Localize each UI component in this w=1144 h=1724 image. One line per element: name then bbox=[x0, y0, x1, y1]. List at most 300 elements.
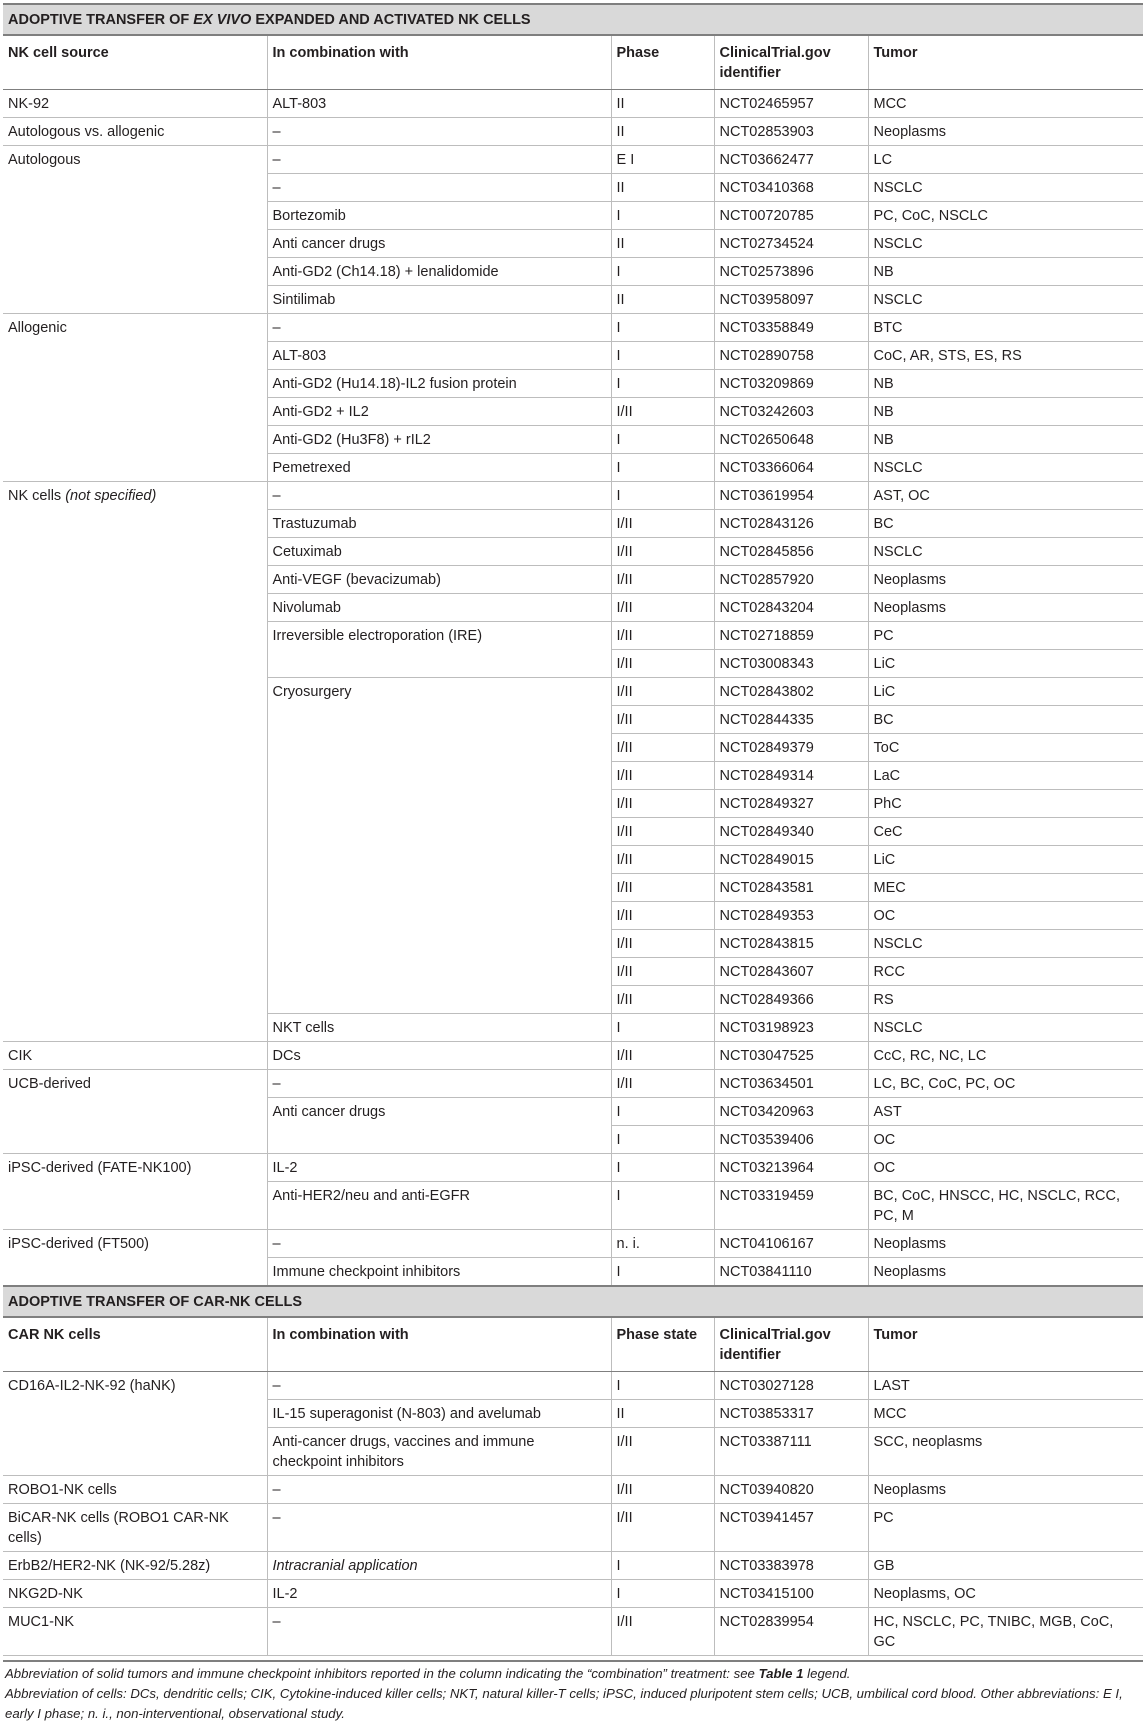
table-row bbox=[3, 1580, 1143, 1608]
cell-text: BTC bbox=[873, 320, 903, 336]
cell-tumor bbox=[868, 370, 1143, 398]
cell-text: I/II bbox=[616, 516, 633, 532]
cell-text: NK-92 bbox=[8, 96, 50, 112]
cell-phase bbox=[611, 1258, 714, 1287]
cell-text: Neoplasms bbox=[873, 572, 947, 588]
cell-phase bbox=[611, 1154, 714, 1182]
cell-text: NCT03366064 bbox=[719, 460, 814, 476]
cell-text: LiC bbox=[873, 684, 896, 700]
cell-combination bbox=[267, 734, 611, 762]
cell-text: NCT03619954 bbox=[719, 488, 814, 504]
cell-source bbox=[3, 426, 267, 454]
cell-text: NSCLC bbox=[873, 292, 923, 308]
column-header-phase-state: Phase state bbox=[611, 1317, 714, 1372]
cell-combination bbox=[267, 902, 611, 930]
cell-source bbox=[3, 370, 267, 398]
cell-identifier bbox=[714, 930, 868, 958]
cell-identifier bbox=[714, 258, 868, 286]
column-header-tumor: Tumor bbox=[868, 35, 1143, 90]
cell-identifier bbox=[714, 510, 868, 538]
cell-identifier bbox=[714, 1608, 868, 1656]
cell-tumor bbox=[868, 930, 1143, 958]
cell-identifier bbox=[714, 426, 868, 454]
header-row bbox=[3, 1317, 1143, 1372]
cell-text: NK cells bbox=[8, 488, 66, 504]
cell-combination bbox=[267, 1014, 611, 1042]
cell-text: Bortezomib bbox=[272, 208, 346, 224]
cell-phase bbox=[611, 1070, 714, 1098]
cell-combination bbox=[267, 314, 611, 342]
cell-combination bbox=[267, 706, 611, 734]
cell-tumor bbox=[868, 454, 1143, 482]
cell-phase bbox=[611, 426, 714, 454]
cell-text: NCT02650648 bbox=[719, 432, 814, 448]
cell-source bbox=[3, 146, 267, 174]
table-row bbox=[3, 678, 1143, 706]
cell-identifier bbox=[714, 902, 868, 930]
cell-tumor bbox=[868, 1372, 1143, 1400]
cell-source bbox=[3, 1230, 267, 1258]
column-header-tumor: Tumor bbox=[868, 1317, 1143, 1372]
cell-identifier bbox=[714, 986, 868, 1014]
cell-text: NCT03242603 bbox=[719, 404, 814, 420]
table-row bbox=[3, 566, 1143, 594]
cell-tumor bbox=[868, 286, 1143, 314]
cell-identifier bbox=[714, 874, 868, 902]
cell-combination bbox=[267, 1042, 611, 1070]
table-row bbox=[3, 230, 1143, 258]
column-header-source: NK cell source bbox=[3, 35, 267, 90]
cell-source bbox=[3, 258, 267, 286]
cell-tumor bbox=[868, 1400, 1143, 1428]
cell-tumor bbox=[868, 1126, 1143, 1154]
cell-phase bbox=[611, 286, 714, 314]
cell-text: I bbox=[616, 460, 621, 476]
cell-phase bbox=[611, 706, 714, 734]
cell-text: I bbox=[616, 1586, 621, 1602]
table-row bbox=[3, 1608, 1143, 1656]
cell-text: NCT03539406 bbox=[719, 1132, 814, 1148]
cell-text: NCT00720785 bbox=[719, 208, 814, 224]
cell-phase bbox=[611, 1182, 714, 1230]
cell-text: – bbox=[272, 1510, 281, 1526]
table-row bbox=[3, 482, 1143, 510]
cell-phase bbox=[611, 454, 714, 482]
cell-identifier bbox=[714, 734, 868, 762]
cell-text: iPSC-derived (FT500) bbox=[8, 1236, 150, 1252]
cell-text: Neoplasms bbox=[873, 124, 947, 140]
cell-tumor bbox=[868, 1428, 1143, 1476]
cell-text: HC, NSCLC, PC, TNIBC, MGB, CoC, GC bbox=[873, 1614, 1114, 1650]
cell-text: CIK bbox=[8, 1048, 33, 1064]
cell-phase bbox=[611, 118, 714, 146]
cell-text: II bbox=[616, 236, 625, 252]
table-row bbox=[3, 202, 1143, 230]
cell-text: I/II bbox=[616, 1434, 633, 1450]
cell-text: I/II bbox=[616, 656, 633, 672]
footnote-1: Abbreviation of solid tumors and immune checkpoint inhibitors reported in the column indicating the “combination” treatment: see Table 1 legend. bbox=[5, 1666, 851, 1681]
cell-combination bbox=[267, 146, 611, 174]
table-row bbox=[3, 538, 1143, 566]
cell-identifier bbox=[714, 650, 868, 678]
cell-combination bbox=[267, 1372, 611, 1400]
cell-combination bbox=[267, 510, 611, 538]
cell-text: NCT02849366 bbox=[719, 992, 814, 1008]
cell-text: – bbox=[272, 180, 281, 196]
cell-text: I/II bbox=[616, 684, 633, 700]
cell-text: BC, CoC, HNSCC, HC, NSCLC, RCC, PC, M bbox=[873, 1188, 1121, 1224]
cell-text: I/II bbox=[616, 740, 633, 756]
cell-tumor bbox=[868, 818, 1143, 846]
cell-phase bbox=[611, 818, 714, 846]
cell-identifier bbox=[714, 118, 868, 146]
cell-text: – bbox=[272, 1614, 281, 1630]
cell-source bbox=[3, 734, 267, 762]
cell-text: NB bbox=[873, 404, 894, 420]
cell-tumor bbox=[868, 1504, 1143, 1552]
cell-text: II bbox=[616, 180, 625, 196]
cell-text: NCT03047525 bbox=[719, 1048, 814, 1064]
cell-text: Pemetrexed bbox=[272, 460, 351, 476]
cell-text: Neoplasms bbox=[873, 600, 947, 616]
cell-text: Cryosurgery bbox=[272, 684, 352, 700]
cell-text: RCC bbox=[873, 964, 905, 980]
cell-text: NCT02839954 bbox=[719, 1614, 814, 1630]
cell-text: NCT02843126 bbox=[719, 516, 814, 532]
cell-source bbox=[3, 454, 267, 482]
cell-text: I/II bbox=[616, 628, 633, 644]
cell-source bbox=[3, 818, 267, 846]
cell-text: ALT-803 bbox=[272, 96, 327, 112]
cell-identifier bbox=[714, 706, 868, 734]
cell-text: NCT03841110 bbox=[719, 1264, 812, 1280]
column-header-identifier: ClinicalTrial.gov identifier bbox=[714, 35, 868, 90]
table-row bbox=[3, 286, 1143, 314]
cell-combination bbox=[267, 566, 611, 594]
cell-text: I/II bbox=[616, 712, 633, 728]
cell-text: iPSC-derived (FATE-NK100) bbox=[8, 1160, 192, 1176]
cell-combination bbox=[267, 790, 611, 818]
cell-combination bbox=[267, 986, 611, 1014]
column-header-combination: In combination with bbox=[267, 35, 611, 90]
cell-combination bbox=[267, 1580, 611, 1608]
cell-phase bbox=[611, 1552, 714, 1580]
cell-text: LaC bbox=[873, 768, 901, 784]
cell-source bbox=[3, 678, 267, 706]
cell-text: – bbox=[272, 124, 281, 140]
cell-text: I/II bbox=[616, 1482, 633, 1498]
cell-phase bbox=[611, 146, 714, 174]
cell-phase bbox=[611, 174, 714, 202]
cell-phase bbox=[611, 874, 714, 902]
cell-text: Anti-VEGF (bevacizumab) bbox=[272, 572, 441, 588]
table-row bbox=[3, 762, 1143, 790]
cell-tumor bbox=[868, 258, 1143, 286]
table-row bbox=[3, 1182, 1143, 1230]
cell-text: NCT03634501 bbox=[719, 1076, 814, 1092]
cell-source bbox=[3, 342, 267, 370]
cell-identifier bbox=[714, 398, 868, 426]
cell-phase bbox=[611, 1580, 714, 1608]
cell-text: LC bbox=[873, 152, 893, 168]
cell-text: NCT03410368 bbox=[719, 180, 814, 196]
column-header-combination: In combination with bbox=[267, 1317, 611, 1372]
cell-combination bbox=[267, 1154, 611, 1182]
cell-text: NCT03387111 bbox=[719, 1434, 812, 1450]
cell-tumor bbox=[868, 1014, 1143, 1042]
cell-source bbox=[3, 174, 267, 202]
cell-combination bbox=[267, 958, 611, 986]
cell-tumor bbox=[868, 314, 1143, 342]
cell-text: I/II bbox=[616, 1510, 633, 1526]
cell-source bbox=[3, 1552, 267, 1580]
cell-tumor bbox=[868, 790, 1143, 818]
cell-phase bbox=[611, 342, 714, 370]
cell-identifier bbox=[714, 958, 868, 986]
table-row bbox=[3, 370, 1143, 398]
cell-source bbox=[3, 1372, 267, 1400]
cell-source bbox=[3, 790, 267, 818]
cell-phase bbox=[611, 1372, 714, 1400]
cell-tumor bbox=[868, 1182, 1143, 1230]
table-row bbox=[3, 650, 1143, 678]
cell-source bbox=[3, 706, 267, 734]
cell-text: Allogenic bbox=[8, 320, 67, 336]
cell-text: NSCLC bbox=[873, 936, 923, 952]
cell-text: NSCLC bbox=[873, 1020, 923, 1036]
cell-text: I/II bbox=[616, 544, 633, 560]
cell-tumor bbox=[868, 678, 1143, 706]
cell-tumor bbox=[868, 202, 1143, 230]
cell-text: NCT02849379 bbox=[719, 740, 814, 756]
cell-identifier bbox=[714, 1372, 868, 1400]
cell-tumor bbox=[868, 1070, 1143, 1098]
section-title-ex-vivo: ADOPTIVE TRANSFER OF EX VIVO EXPANDED AND ACTIVATED NK CELLS bbox=[3, 4, 1143, 35]
cell-identifier bbox=[714, 538, 868, 566]
cell-text: I/II bbox=[616, 908, 633, 924]
cell-phase bbox=[611, 650, 714, 678]
cell-source bbox=[3, 930, 267, 958]
cell-tumor bbox=[868, 482, 1143, 510]
cell-identifier bbox=[714, 342, 868, 370]
cell-identifier bbox=[714, 230, 868, 258]
cell-text: I/II bbox=[616, 880, 633, 896]
cell-combination bbox=[267, 426, 611, 454]
cell-identifier bbox=[714, 90, 868, 118]
cell-text: Intracranial application bbox=[272, 1558, 418, 1574]
cell-source bbox=[3, 622, 267, 650]
cell-text: NB bbox=[873, 264, 894, 280]
cell-identifier bbox=[714, 1070, 868, 1098]
cell-identifier bbox=[714, 146, 868, 174]
cell-source bbox=[3, 594, 267, 622]
cell-text: LAST bbox=[873, 1378, 910, 1394]
cell-phase bbox=[611, 1014, 714, 1042]
cell-source bbox=[3, 1258, 267, 1287]
cell-tumor bbox=[868, 1476, 1143, 1504]
cell-tumor bbox=[868, 706, 1143, 734]
cell-combination bbox=[267, 482, 611, 510]
cell-text: NCT02853903 bbox=[719, 124, 814, 140]
cell-combination bbox=[267, 202, 611, 230]
cell-text: I bbox=[616, 432, 621, 448]
cell-text: NCT02843607 bbox=[719, 964, 814, 980]
cell-identifier bbox=[714, 1230, 868, 1258]
cell-text: Neoplasms bbox=[873, 1482, 947, 1498]
cell-text: NCT02843815 bbox=[719, 936, 814, 952]
cell-combination bbox=[267, 1428, 611, 1476]
cell-text: – bbox=[272, 1482, 281, 1498]
clinical-trials-table bbox=[3, 3, 1143, 1656]
cell-text: I bbox=[616, 1132, 621, 1148]
cell-tumor bbox=[868, 1608, 1143, 1656]
table-footnotes bbox=[3, 1660, 1143, 1724]
cell-text: MUC1-NK bbox=[8, 1614, 75, 1630]
cell-note: (not specified) bbox=[65, 488, 157, 504]
cell-source bbox=[3, 538, 267, 566]
cell-text: UCB-derived bbox=[8, 1076, 91, 1092]
table-row bbox=[3, 510, 1143, 538]
cell-text: I/II bbox=[616, 824, 633, 840]
table-row bbox=[3, 258, 1143, 286]
cell-text: – bbox=[272, 152, 281, 168]
cell-text: NCT02843204 bbox=[719, 600, 814, 616]
table-row bbox=[3, 986, 1143, 1014]
cell-identifier bbox=[714, 1400, 868, 1428]
cell-text: n. i. bbox=[616, 1236, 640, 1252]
table-row bbox=[3, 818, 1143, 846]
cell-tumor bbox=[868, 510, 1143, 538]
cell-phase bbox=[611, 90, 714, 118]
cell-tumor bbox=[868, 230, 1143, 258]
table-row bbox=[3, 706, 1143, 734]
cell-phase bbox=[611, 1042, 714, 1070]
cell-identifier bbox=[714, 1126, 868, 1154]
cell-identifier bbox=[714, 286, 868, 314]
cell-source bbox=[3, 230, 267, 258]
cell-text: I bbox=[616, 1020, 621, 1036]
cell-text: NCT03319459 bbox=[719, 1188, 814, 1204]
cell-text: I bbox=[616, 1104, 621, 1120]
cell-text: Cetuximab bbox=[272, 544, 342, 560]
cell-identifier bbox=[714, 846, 868, 874]
cell-text: LC, BC, CoC, PC, OC bbox=[873, 1076, 1016, 1092]
cell-phase bbox=[611, 958, 714, 986]
cell-text: Trastuzumab bbox=[272, 516, 357, 532]
table-row bbox=[3, 118, 1143, 146]
table-row bbox=[3, 1230, 1143, 1258]
cell-phase bbox=[611, 258, 714, 286]
cell-source bbox=[3, 650, 267, 678]
cell-source bbox=[3, 510, 267, 538]
table-row bbox=[3, 1400, 1143, 1428]
cell-text: DCs bbox=[272, 1048, 301, 1064]
cell-tumor bbox=[868, 1230, 1143, 1258]
footnote-2: Abbreviation of cells: DCs, dendritic cells; CIK, Cytokine-induced killer cells; NKT, natural killer-T cells; iPSC, induced pluripotent stem cells; UCB, umbilical cord blood. Other abbreviations: E I, early I phase; n. i., non-interventional, observational study. bbox=[5, 1686, 1123, 1721]
cell-text: II bbox=[616, 292, 625, 308]
cell-source bbox=[3, 90, 267, 118]
cell-identifier bbox=[714, 202, 868, 230]
cell-tumor bbox=[868, 1098, 1143, 1126]
cell-text: I/II bbox=[616, 992, 633, 1008]
cell-tumor bbox=[868, 342, 1143, 370]
cell-identifier bbox=[714, 1154, 868, 1182]
cell-identifier bbox=[714, 1014, 868, 1042]
cell-text: Nivolumab bbox=[272, 600, 341, 616]
cell-source bbox=[3, 1504, 267, 1552]
table-row bbox=[3, 398, 1143, 426]
cell-phase bbox=[611, 482, 714, 510]
cell-combination bbox=[267, 286, 611, 314]
cell-text: SCC, neoplasms bbox=[873, 1434, 983, 1450]
cell-text: CeC bbox=[873, 824, 903, 840]
cell-text: CcC, RC, NC, LC bbox=[873, 1048, 987, 1064]
cell-identifier bbox=[714, 1580, 868, 1608]
cell-combination bbox=[267, 454, 611, 482]
cell-tumor bbox=[868, 986, 1143, 1014]
cell-text: Anti-cancer drugs, vaccines and immune checkpoint inhibitors bbox=[272, 1434, 535, 1470]
cell-text: – bbox=[272, 1378, 281, 1394]
cell-source bbox=[3, 986, 267, 1014]
cell-combination bbox=[267, 342, 611, 370]
cell-text: I bbox=[616, 320, 621, 336]
cell-phase bbox=[611, 762, 714, 790]
cell-text: LiC bbox=[873, 656, 896, 672]
cell-source bbox=[3, 482, 267, 510]
cell-text: ALT-803 bbox=[272, 348, 327, 364]
cell-combination bbox=[267, 846, 611, 874]
cell-text: Irreversible electroporation (IRE) bbox=[272, 628, 483, 644]
cell-phase bbox=[611, 1608, 714, 1656]
table-row bbox=[3, 1154, 1143, 1182]
table-row bbox=[3, 874, 1143, 902]
cell-text: Immune checkpoint inhibitors bbox=[272, 1264, 461, 1280]
table-row bbox=[3, 146, 1143, 174]
cell-tumor bbox=[868, 622, 1143, 650]
cell-text: I bbox=[616, 348, 621, 364]
table-row bbox=[3, 958, 1143, 986]
cell-tumor bbox=[868, 1258, 1143, 1287]
cell-text: NCT04106167 bbox=[719, 1236, 814, 1252]
column-header-identifier: ClinicalTrial.gov identifier bbox=[714, 1317, 868, 1372]
cell-text: NCT03198923 bbox=[719, 1020, 814, 1036]
cell-identifier bbox=[714, 1552, 868, 1580]
cell-tumor bbox=[868, 874, 1143, 902]
cell-combination bbox=[267, 930, 611, 958]
cell-text: – bbox=[272, 1076, 281, 1092]
cell-text: NCT02843581 bbox=[719, 880, 814, 896]
column-header-car-nk: CAR NK cells bbox=[3, 1317, 267, 1372]
cell-text: NSCLC bbox=[873, 180, 923, 196]
cell-combination bbox=[267, 398, 611, 426]
cell-text: NCT03941457 bbox=[719, 1510, 814, 1526]
column-header-phase: Phase bbox=[611, 35, 714, 90]
cell-text: MCC bbox=[873, 1406, 907, 1422]
cell-tumor bbox=[868, 1580, 1143, 1608]
table-row bbox=[3, 902, 1143, 930]
cell-phase bbox=[611, 370, 714, 398]
cell-identifier bbox=[714, 370, 868, 398]
cell-phase bbox=[611, 846, 714, 874]
cell-text: GB bbox=[873, 1558, 895, 1574]
cell-text: I/II bbox=[616, 796, 633, 812]
cell-text: I bbox=[616, 488, 621, 504]
cell-identifier bbox=[714, 594, 868, 622]
cell-text: NB bbox=[873, 432, 894, 448]
cell-text: NKG2D-NK bbox=[8, 1586, 83, 1602]
cell-source bbox=[3, 286, 267, 314]
cell-phase bbox=[611, 566, 714, 594]
